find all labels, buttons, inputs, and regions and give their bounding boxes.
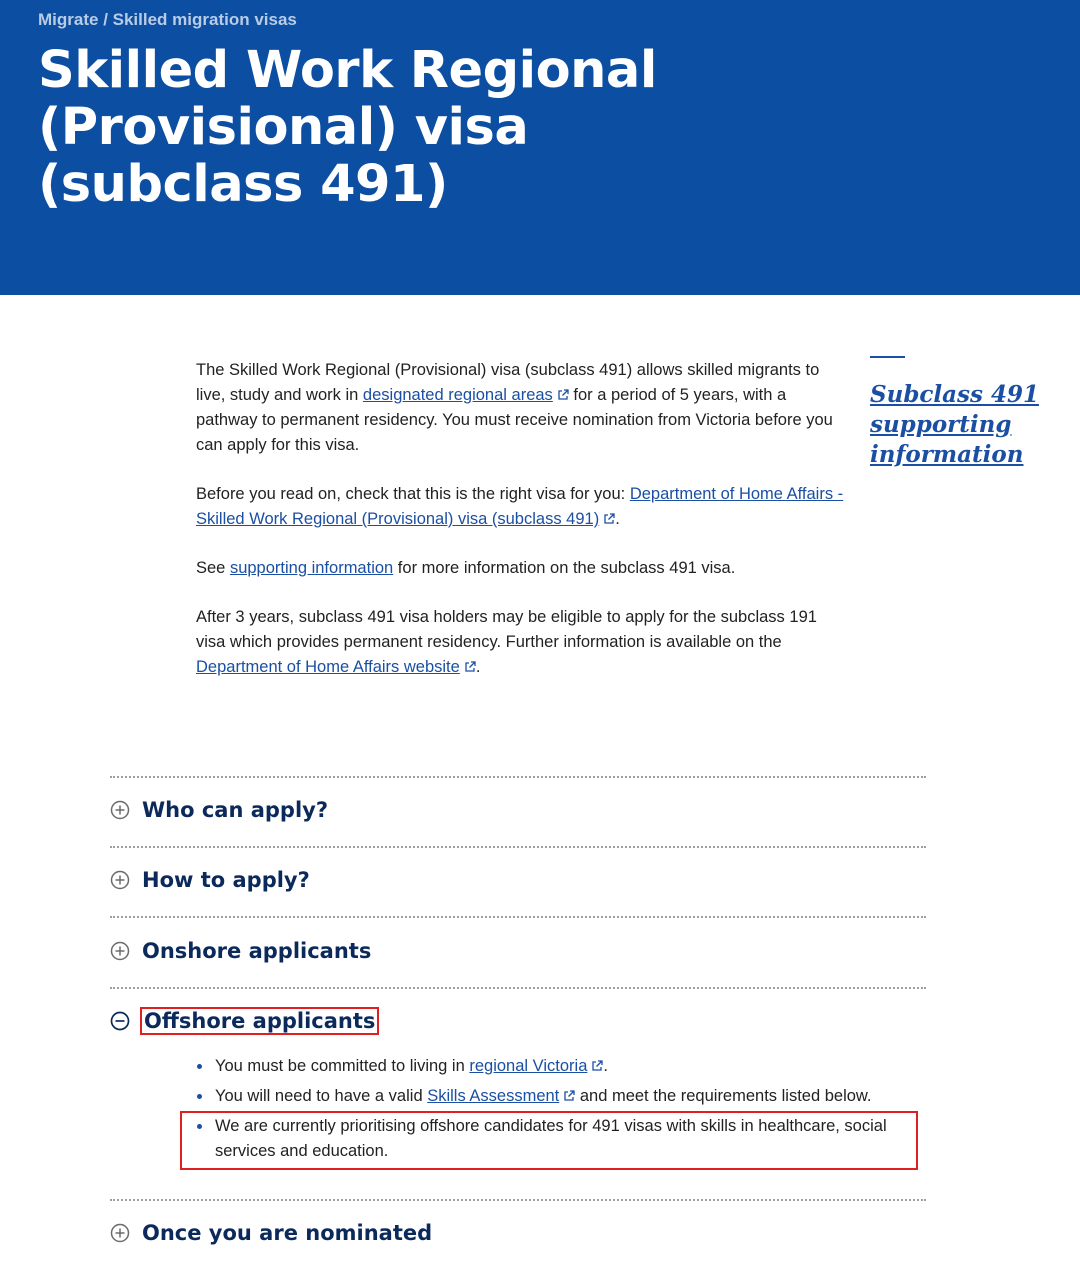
home-affairs-website-link[interactable]: Department of Home Affairs website — [196, 658, 476, 676]
breadcrumb-skilled-migration-visas[interactable]: Skilled migration visas — [112, 10, 297, 29]
external-link-icon — [464, 661, 476, 673]
external-link-icon — [563, 1090, 575, 1102]
accordion-once-you-are-nominated[interactable] — [110, 1221, 434, 1245]
external-link-icon — [603, 513, 615, 525]
intro-paragraph-3: See supporting information for more information on the subclass 491 visa. — [196, 559, 736, 577]
accordion-divider — [110, 987, 926, 989]
breadcrumb-separator: / — [98, 10, 113, 29]
designated-regional-areas-link[interactable]: designated regional areas — [363, 386, 569, 404]
plus-circle-icon — [110, 941, 130, 961]
minus-circle-icon — [110, 1011, 130, 1031]
subclass-491-supporting-info-link[interactable]: Subclass 491 supporting information — [870, 381, 1039, 468]
plus-circle-icon — [110, 1223, 130, 1243]
accordion-divider — [110, 1199, 926, 1201]
accordion-divider — [110, 846, 926, 848]
highlight-annotation-box — [180, 1111, 918, 1170]
accordion-divider — [110, 916, 926, 918]
supporting-information-link[interactable]: supporting information — [229, 559, 394, 577]
page-title: Skilled Work Regional (Provisional) visa (subclass 491) — [38, 41, 657, 214]
breadcrumb — [38, 10, 297, 30]
sidebar-rule — [870, 356, 905, 358]
plus-circle-icon — [110, 800, 130, 820]
accordion-who-can-apply[interactable] — [110, 798, 330, 822]
regional-victoria-link[interactable]: regional Victoria — [469, 1057, 603, 1075]
intro-paragraph-1: The Skilled Work Regional (Provisional) visa (subclass 491) allows skilled migrants to live, study and work in designated regional areas for a period of 5 years, with a pathway to permanent residency. You must receive nomination from Victoria before you can apply for this visa. — [196, 361, 833, 454]
accordion-title: Onshore applicants — [142, 939, 372, 963]
accordion-title: Offshore applicants — [140, 1007, 379, 1035]
skills-assessment-link[interactable]: Skills Assessment — [427, 1087, 575, 1105]
plus-circle-icon — [110, 870, 130, 890]
accordion-title: Once you are nominated — [142, 1221, 433, 1245]
list-item: You will need to have a valid Skills Assessment and meet the requirements listed below. — [196, 1084, 936, 1109]
accordion-title: How to apply? — [142, 868, 310, 892]
accordion-onshore-applicants[interactable] — [110, 939, 373, 963]
page-hero — [0, 0, 1080, 295]
accordion-offshore-applicants[interactable] — [110, 1007, 379, 1035]
breadcrumb-migrate[interactable]: Migrate — [38, 10, 99, 29]
intro-paragraph-4: After 3 years, subclass 491 visa holders may be eligible to apply for the subclass 191 visa which provides permanent residency. Further information is available on the Department of Home Affairs website . — [196, 608, 817, 676]
sidebar — [870, 356, 1070, 470]
intro-content — [196, 358, 846, 704]
external-link-icon — [591, 1060, 603, 1072]
home-affairs-visa-link[interactable]: Department of Home Affairs - Skilled Work Regional (Provisional) visa (subclass 491) — [196, 485, 844, 528]
accordion-divider — [110, 776, 926, 778]
external-link-icon — [557, 389, 569, 401]
accordion-how-to-apply[interactable] — [110, 868, 312, 892]
intro-paragraph-2: Before you read on, check that this is the right visa for you: Department of Home Affairs - Skilled Work Regional (Provisional) visa (subclass 491) . — [196, 485, 844, 528]
accordion-title: Who can apply? — [142, 798, 329, 822]
list-item: You must be committed to living in regional Victoria . — [196, 1054, 936, 1079]
list-item: We are currently prioritising offshore candidates for 491 visas with skills in healthcare, social services and education. — [196, 1114, 936, 1164]
